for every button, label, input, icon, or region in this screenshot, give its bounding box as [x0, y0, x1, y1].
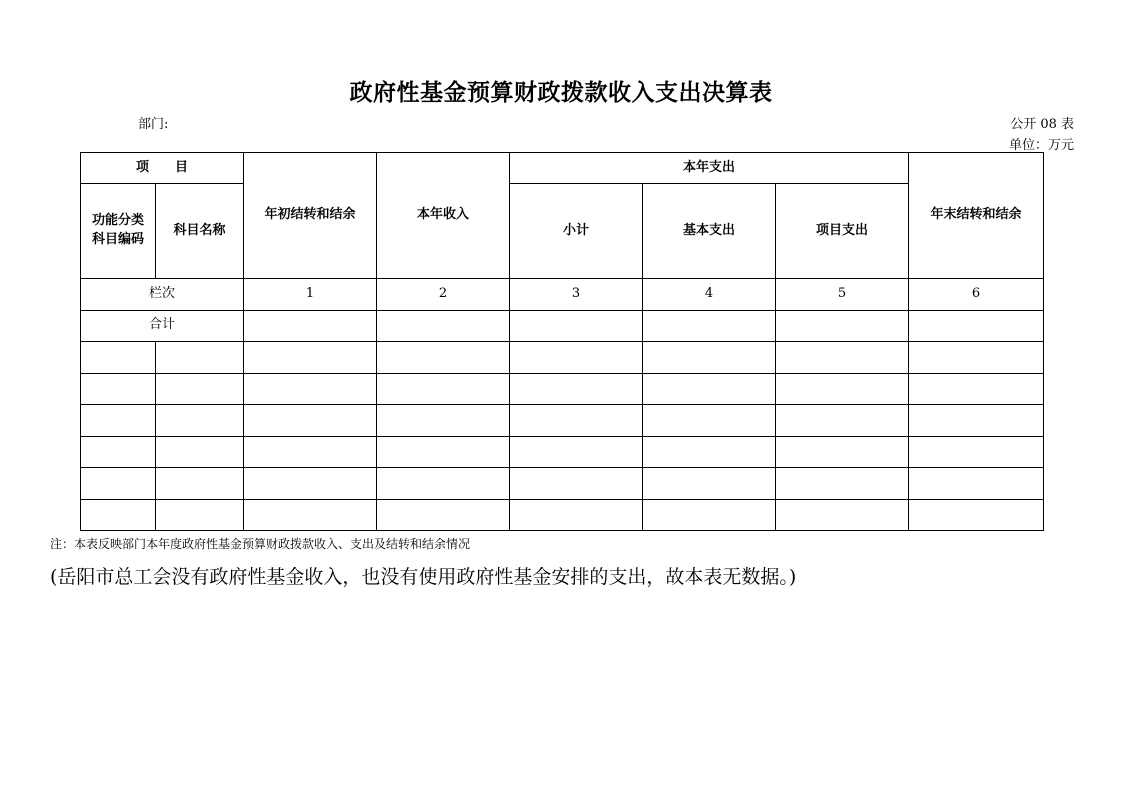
header-income: 本年收入 — [377, 153, 510, 279]
header-subtotal: 小计 — [510, 184, 643, 279]
table-cell — [909, 499, 1044, 531]
table-cell — [643, 499, 776, 531]
table-cell — [156, 499, 244, 531]
table-cell — [244, 405, 377, 437]
table-cell — [81, 499, 156, 531]
table-row — [81, 499, 1044, 531]
table-cell — [643, 405, 776, 437]
table-cell — [244, 310, 377, 342]
table-cell — [909, 342, 1044, 374]
table-cell — [643, 342, 776, 374]
table-cell — [244, 373, 377, 405]
table-row — [81, 342, 1044, 374]
column-number: 3 — [510, 279, 643, 311]
unit-label: 单位：万元 — [1008, 138, 1074, 153]
header-row-1 — [81, 153, 1044, 184]
table-cell — [776, 373, 909, 405]
table-cell — [776, 405, 909, 437]
column-number-row — [81, 279, 1044, 311]
table-cell — [909, 405, 1044, 437]
table-row — [81, 373, 1044, 405]
table-cell — [776, 468, 909, 500]
table-cell — [156, 373, 244, 405]
column-number: 6 — [909, 279, 1044, 311]
header-expenditure: 本年支出 — [510, 153, 909, 184]
column-number: 5 — [776, 279, 909, 311]
table-cell — [909, 373, 1044, 405]
column-number-label: 栏次 — [81, 279, 244, 311]
header-func-code-line1: 功能分类 — [91, 213, 144, 229]
no-data-remark: (岳阳市总工会没有政府性基金收入，也没有使用政府性基金安排的支出，故本表无数据。) — [50, 566, 797, 588]
department-label: 部门: — [138, 117, 169, 132]
table-cell — [776, 342, 909, 374]
header-func-code-line2: 科目编码 — [91, 232, 144, 247]
header-project: 项目支出 — [776, 184, 909, 279]
table-cell — [510, 499, 643, 531]
table-row — [81, 468, 1044, 500]
table-cell — [643, 436, 776, 468]
form-code: 公开 08 表 — [1010, 117, 1074, 132]
table-cell — [244, 342, 377, 374]
budget-table — [80, 152, 1044, 531]
table-cell — [81, 373, 156, 405]
table-cell — [244, 499, 377, 531]
table-row — [81, 436, 1044, 468]
table-cell — [510, 342, 643, 374]
table-cell — [776, 436, 909, 468]
header-basic: 基本支出 — [643, 184, 776, 279]
table-cell — [510, 405, 643, 437]
table-cell — [377, 342, 510, 374]
table-cell — [377, 499, 510, 531]
table-cell — [81, 436, 156, 468]
table-cell — [776, 310, 909, 342]
column-number: 2 — [377, 279, 510, 311]
header-item: 项 目 — [81, 153, 244, 184]
table-cell — [643, 310, 776, 342]
table-cell — [510, 468, 643, 500]
table-cell — [156, 342, 244, 374]
table-row — [81, 405, 1044, 437]
table-cell — [776, 499, 909, 531]
table-cell — [643, 373, 776, 405]
page-title: 政府性基金预算财政拨款收入支出决算表 — [349, 80, 773, 106]
header-func-code — [81, 184, 156, 279]
table-cell — [510, 436, 643, 468]
table-cell — [377, 468, 510, 500]
table-cell — [377, 373, 510, 405]
table-cell — [156, 436, 244, 468]
table-cell — [81, 468, 156, 500]
table-cell — [909, 468, 1044, 500]
table-cell — [377, 436, 510, 468]
table-cell — [156, 405, 244, 437]
table-cell — [156, 468, 244, 500]
table-cell — [909, 436, 1044, 468]
header-subject-name: 科目名称 — [156, 184, 244, 279]
table-cell — [81, 342, 156, 374]
column-number: 1 — [244, 279, 377, 311]
header-opening-balance: 年初结转和结余 — [244, 153, 377, 279]
table-cell — [377, 405, 510, 437]
table-cell — [510, 373, 643, 405]
table-note: 注：本表反映部门本年度政府性基金预算财政拨款收入、支出及结转和结余情况 — [50, 537, 471, 551]
header-row-2 — [81, 184, 1044, 279]
header-closing-balance: 年末结转和结余 — [909, 153, 1044, 279]
table-cell — [81, 405, 156, 437]
column-number: 4 — [643, 279, 776, 311]
table-cell — [510, 310, 643, 342]
table-cell — [643, 468, 776, 500]
table-cell — [244, 436, 377, 468]
table-cell — [377, 310, 510, 342]
total-row — [81, 310, 1044, 342]
table-cell — [244, 468, 377, 500]
table-cell — [909, 310, 1044, 342]
total-label: 合计 — [81, 310, 244, 342]
